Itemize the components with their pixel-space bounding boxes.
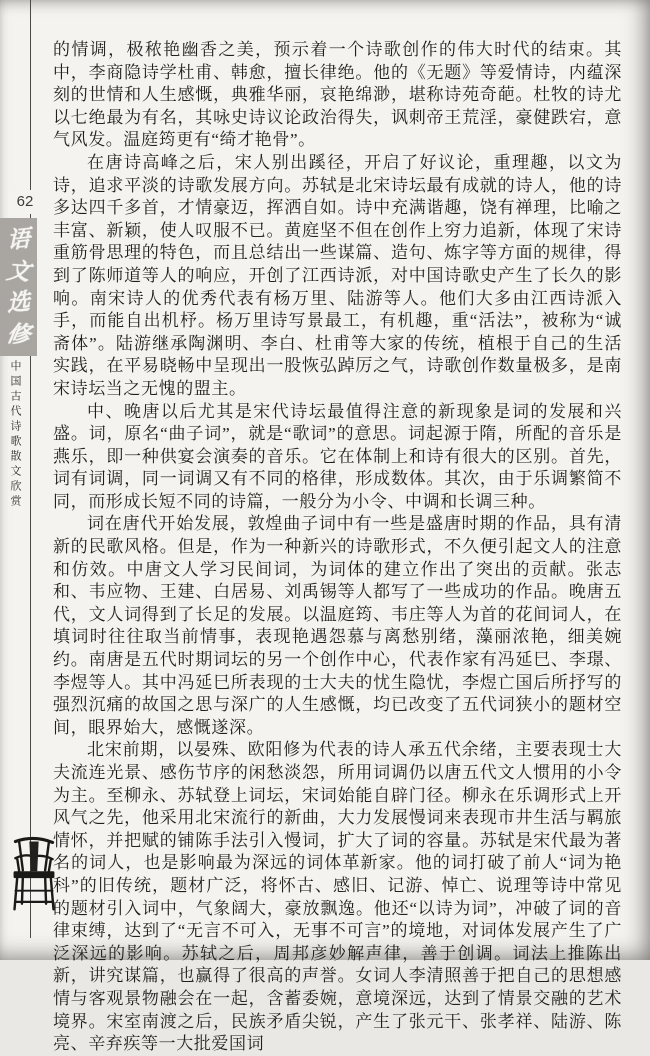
paragraph: 中、晚唐以后尤其是宋代诗坛最值得注意的新现象是词的发展和兴盛。词，原名“曲子词”，就是“歌词”的意思。词起源于隋，所配的音乐是燕乐，即一种供宴会演奏的音乐。它在体制上和诗有很大的区别。首先，词有词调，同一词调又有不同的格律，形成数体。其次，由于乐调繁简不同，而形成长短不同的诗篇，一般分为小令、中调和长调三种。 [53,401,622,511]
series-badge-char: 文 [4,258,33,285]
paragraph: 的情调，极秾艳幽香之美，预示着一个诗歌创作的伟大时代的结束。其中，李商隐诗学杜甫、韩愈，擅长律绝。他的《无题》等爱情诗，内蕴深刻的世情和人生感慨，典雅华丽，哀艳绵渺，堪称诗苑奇葩。杜牧的诗尤以七绝最为有名，其咏史诗议论政治得失，讽刺帝王荒淫，豪健跌宕，意气风发。温庭筠更有“绮才艳骨”。 [53,40,622,150]
paragraph: 词在唐代开始发展，敦煌曲子词中有一些是盛唐时期的作品，具有清新的民歌风格。但是，作为一种新兴的诗歌形式，不久便引起文人的注意和仿效。中唐文人学习民间词，为词体的建立作出了突出的贡献。张志和、韦应物、王建、白居易、刘禹锡等人都写了一些成功的作品。晚唐五代，文人词得到了长足的发展。以温庭筠、韦庄等人为首的花间词人，在填词时往往取当前情事，表现艳遇怨慕与离愁别绪，藻丽浓艳，细美婉约。南唐是五代时期词坛的另一个创作中心，代表作家有冯延巳、李璟、李煜等人。其中冯延巳所表现的士大夫的忧生隐忧，李煜亡国后所抒写的强烈沉痛的故国之思与深广的人生感慨，均已改变了五代词狭小的题材空间，眼界始大，感慨遂深。 [53,514,622,737]
sidebar-rule [30,0,31,938]
book-title-vertical: 中国古代诗歌散文欣赏 [9,360,21,510]
page-number: 62 [8,190,42,214]
paragraph: 北宋前期，以晏殊、欧阳修为代表的诗人承五代余绪，主要表现士大夫流连光景、感伤节序的闲愁淡怨，所用词调仍以唐五代文人惯用的小令为主。至柳永、苏轼登上词坛，宋词始能自辟门径。柳永在乐调形式上开风气之先，他采用北宋流行的新曲，大力发展慢词来表现市井生活与羁旅情怀，并把赋的铺陈手法引入慢词，扩大了词的容量。苏轼是宋代最为著名的词人，也是影响最为深远的词体革新家。他的词打破了前人“词为艳科”的旧传统，题材广泛，将怀古、感旧、记游、悼亡、说理等诗中常见的题材引入词中，气象阔大，豪放飘逸。他还“以诗为词”，冲破了词的音律束缚，达到了“无言不可入，无事不可言”的境地，对词体发展产生了广泛深远的影响。苏轼之后，周邦彦妙解声律，善于创调。词法上推陈出新，讲究谋篇，也赢得了很高的声誉。女词人李清照善于把自己的思想感情与客观景物融会在一起，含蓄委婉，意境深远，达到了情景交融的艺术境界。宋室南渡之后，民族矛盾尖锐，产生了张元干、张孝祥、陆游、陈亮、辛弃疾等一大批爱国词 [53,740,622,1054]
series-badge-char: 选 [6,289,31,317]
text-column [53,39,622,1056]
paragraph: 在唐诗高峰之后，宋人别出蹊径，开启了好议论，重理趣，以文为诗，追求平淡的诗歌发展方向。苏轼是北宋诗坛最有成就的诗人，他的诗多达四千多首，才情豪迈，挥洒自如。诗中充满谐趣，饶有禅理，比喻之丰富、新颖，使人叹服不已。黄庭坚不但在创作上穷力追新，体现了宋诗重筋骨思理的特色，而且总结出一些谋篇、造句、炼字等方面的规律，得到了陈师道等人的响应，开创了江西诗派，对中国诗歌史产生了长久的影响。南宋诗人的优秀代表有杨万里、陆游等人。他们大多由江西诗派入手，而能自出机杼。杨万里诗写景最工，有机趣，重“活法”，被称为“诚斋体”。陆游继承陶渊明、李白、杜甫等大家的传统，植根于自己的生活实践，在平易晓畅中呈现出一股恢弘踔厉之气，诗歌创作数量极多，是南宋诗坛当之无愧的盟主。 [53,152,622,398]
series-badge [0,218,37,356]
series-badge-char: 语 [6,226,31,254]
series-badge-char: 修 [4,321,33,348]
